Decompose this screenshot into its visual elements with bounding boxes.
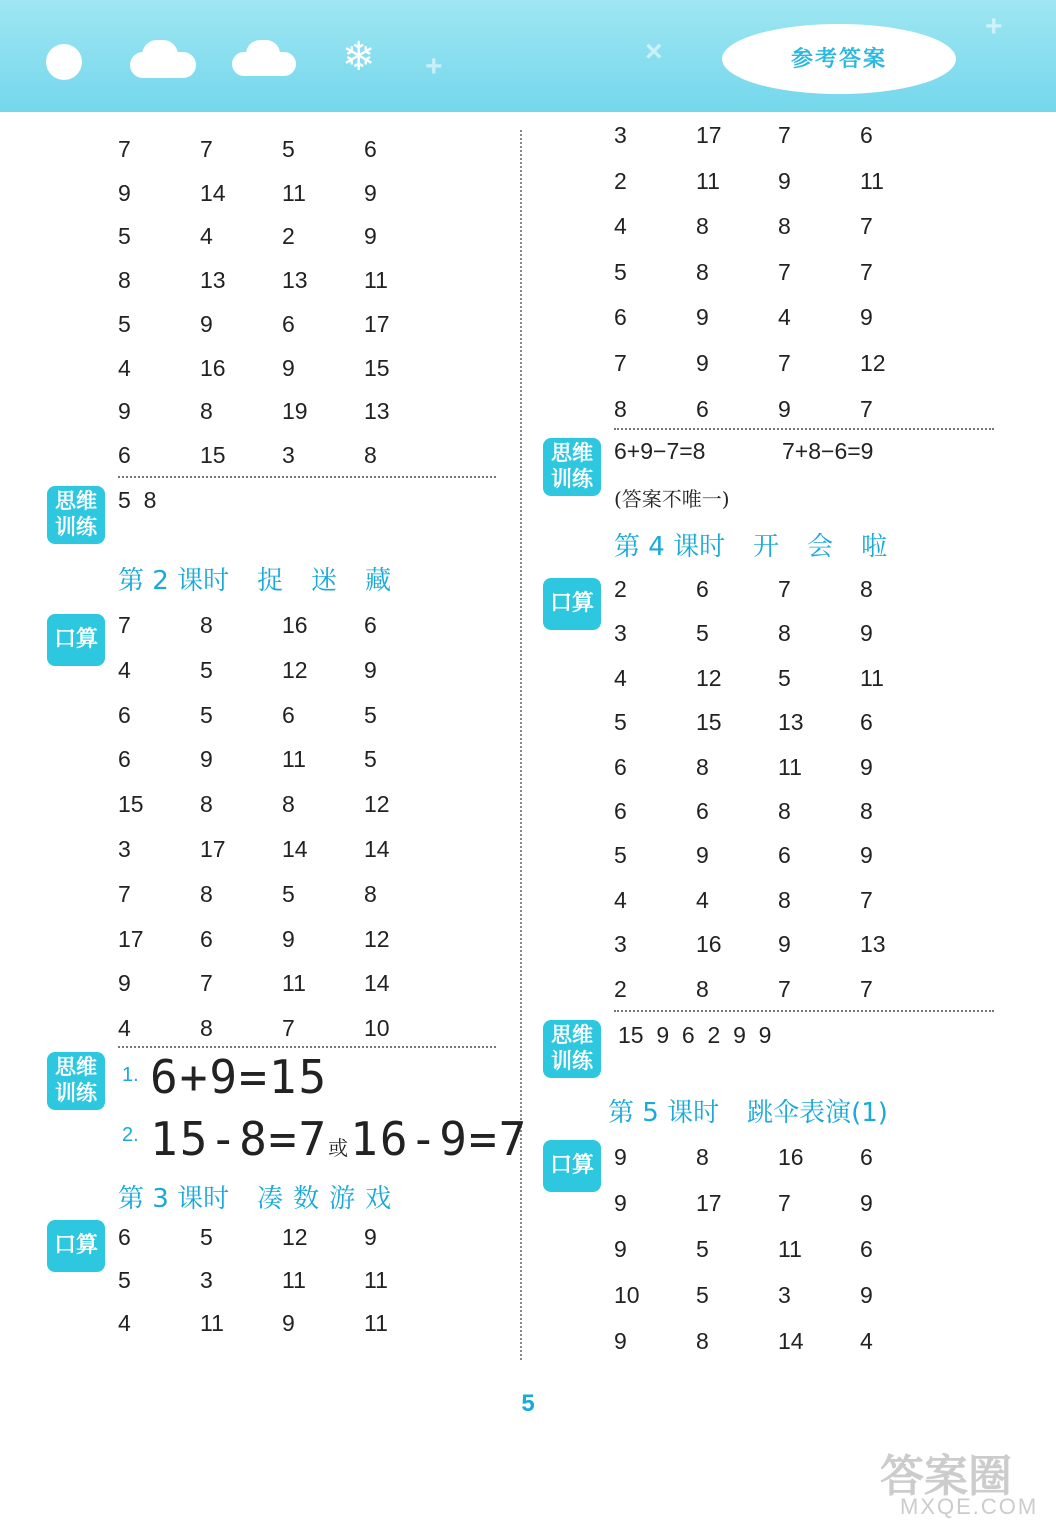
- answer-cell: 8: [282, 791, 295, 818]
- answer-cell: 4: [200, 223, 213, 250]
- answer-cell: 8: [860, 798, 873, 824]
- answer-cell: 7: [860, 975, 873, 1002]
- answer-cell: 7: [200, 970, 213, 997]
- answer-cell: 7: [860, 886, 873, 913]
- answer-cell: 8: [696, 975, 709, 1002]
- answer-cell: 5: [118, 223, 131, 250]
- snowflake-icon: ❄: [342, 35, 376, 79]
- answer-cell: 8: [200, 1015, 213, 1042]
- cloud-icon: [142, 40, 178, 70]
- answer-cell: 11: [282, 1267, 306, 1293]
- answer-cell: 7: [778, 1190, 791, 1216]
- answer-cell: 6: [778, 842, 791, 869]
- answer-cell: 7: [614, 350, 627, 376]
- answer-cell: 5: [200, 701, 213, 728]
- answer-cell: 9: [282, 925, 295, 952]
- answer-cell: 8: [200, 791, 213, 818]
- column-divider: [520, 130, 522, 1360]
- answer-cell: 4: [696, 886, 709, 913]
- answer-cell: 9: [614, 1236, 627, 1262]
- matchstick-answer-2: 15-8=7或16-9=7: [150, 1112, 529, 1166]
- answer-cell: 7: [778, 122, 791, 148]
- answer-cell: 6: [282, 701, 295, 728]
- answer-cell: 9: [364, 223, 377, 250]
- answer-cell: 11: [282, 970, 306, 997]
- answer-cell: 6: [860, 1236, 873, 1262]
- answer-cell: 8: [778, 798, 791, 824]
- answer-cell: 11: [282, 746, 306, 773]
- answer-cell: 9: [200, 746, 213, 773]
- answer-cell: 7: [860, 213, 873, 240]
- answer-cell: 11: [860, 664, 884, 691]
- siwei-tag: 思维 训练: [543, 1020, 601, 1078]
- answer-cell: 9: [118, 398, 131, 425]
- answer-cell: 16: [778, 1144, 804, 1170]
- dotted-separator: [614, 428, 994, 430]
- answer-cell: 10: [364, 1015, 390, 1042]
- answer-cell: 9: [200, 310, 213, 337]
- answer-cell: 14: [778, 1328, 804, 1354]
- answer-cell: 11: [778, 1236, 802, 1262]
- siwei-equation-2: 7+8−6=9: [782, 438, 874, 464]
- answer-cell: 13: [200, 267, 226, 294]
- answer-cell: 6: [364, 136, 377, 162]
- lesson-5-title: 第 5 课时 跳伞表演(1): [608, 1098, 888, 1128]
- answer-cell: 8: [200, 612, 213, 638]
- answer-cell: 12: [282, 1224, 308, 1250]
- answer-cell: 6: [118, 1224, 131, 1250]
- answer-cell: 7: [118, 880, 131, 907]
- answer-cell: 13: [778, 709, 804, 736]
- answer-cell: 9: [860, 620, 873, 647]
- answer-cell: 6: [696, 395, 709, 422]
- siwei-tag: 思维 训练: [47, 1052, 105, 1110]
- answer-cell: 19: [282, 398, 308, 425]
- answer-cell: 8: [860, 576, 873, 602]
- plus-icon: +: [425, 50, 443, 83]
- answer-cell: 12: [860, 350, 886, 376]
- answer-cell: 12: [282, 656, 308, 683]
- answer-cell: 15: [364, 354, 390, 381]
- matchstick-answer-1: 6+9=15: [150, 1050, 329, 1104]
- answer-cell: 9: [860, 1282, 873, 1308]
- siwei-answer: 15 9 6 2 9 9: [618, 1022, 772, 1048]
- answer-cell: 11: [364, 1267, 388, 1293]
- siwei-equation-1: 6+9−7=8: [614, 438, 706, 464]
- answer-cell: 9: [696, 842, 709, 869]
- answer-cell: 8: [696, 1328, 709, 1354]
- dotted-separator: [118, 1046, 496, 1048]
- kousuan-tag: 口算: [543, 1140, 601, 1192]
- answer-cell: 6: [860, 122, 873, 148]
- answer-cell: 4: [614, 664, 627, 691]
- answer-cell: 5: [200, 1224, 213, 1250]
- answer-cell: 8: [614, 395, 627, 422]
- item-number: 1.: [122, 1064, 139, 1086]
- answer-cell: 16: [696, 931, 722, 958]
- answer-cell: 15: [200, 441, 226, 468]
- answer-cell: 3: [118, 836, 131, 862]
- lesson-4-title: 第 4 课时 开 会 啦: [614, 532, 888, 562]
- page-number: 5: [521, 1390, 535, 1417]
- answer-cell: 9: [860, 753, 873, 780]
- answer-cell: 6: [118, 746, 131, 773]
- answer-cell: 8: [364, 880, 377, 907]
- answer-cell: 6: [860, 1144, 873, 1170]
- answer-cell: 7: [118, 612, 131, 638]
- answer-cell: 3: [614, 122, 627, 148]
- watermark-url: MXQE.COM: [900, 1494, 1039, 1519]
- answer-cell: 7: [778, 975, 791, 1002]
- answer-cell: 8: [200, 398, 213, 425]
- answer-cell: 6: [118, 441, 131, 468]
- answer-cell: 8: [696, 753, 709, 780]
- answer-cell: 15: [118, 791, 144, 818]
- answer-cell: 6: [696, 798, 709, 824]
- answer-cell: 15: [696, 709, 722, 736]
- kousuan-tag: 口算: [543, 578, 601, 630]
- answer-cell: 9: [696, 350, 709, 376]
- sun-icon: [46, 44, 82, 80]
- answer-cell: 5: [118, 310, 131, 337]
- answer-cell: 8: [364, 441, 377, 468]
- answer-cell: 7: [118, 136, 131, 162]
- answer-cell: 17: [696, 1190, 722, 1216]
- answer-cell: 5: [696, 1236, 709, 1262]
- answer-cell: 14: [200, 179, 226, 206]
- answer-cell: 6: [614, 304, 627, 331]
- answer-cell: 13: [860, 931, 886, 958]
- dotted-separator: [118, 476, 496, 478]
- plus-icon: +: [985, 10, 1003, 43]
- answer-cell: 17: [200, 836, 226, 862]
- answer-cell: 9: [860, 842, 873, 869]
- answer-cell: 5: [614, 258, 627, 285]
- answer-cell: 9: [282, 1310, 295, 1336]
- answer-cell: 7: [778, 576, 791, 602]
- answer-cell: 4: [614, 886, 627, 913]
- answer-cell: 8: [696, 1144, 709, 1170]
- answer-cell: 2: [614, 576, 627, 602]
- answer-cell: 11: [282, 179, 306, 206]
- answer-cell: 7: [778, 350, 791, 376]
- answer-cell: 3: [614, 931, 627, 958]
- answer-cell: 9: [364, 656, 377, 683]
- answer-cell: 14: [282, 836, 308, 862]
- answer-cell: 3: [282, 441, 295, 468]
- answer-cell: 6: [614, 753, 627, 780]
- answer-cell: 5: [364, 701, 377, 728]
- answer-cell: 9: [860, 1190, 873, 1216]
- answer-cell: 17: [696, 122, 722, 148]
- answer-cell: 17: [364, 310, 390, 337]
- answer-cell: 2: [282, 223, 295, 250]
- answer-cell: 8: [778, 620, 791, 647]
- answer-cell: 5: [364, 746, 377, 773]
- answer-cell: 8: [696, 258, 709, 285]
- answer-cell: 11: [200, 1310, 224, 1336]
- answer-cell: 6: [696, 576, 709, 602]
- answer-cell: 7: [282, 1015, 295, 1042]
- answer-cell: 6: [614, 798, 627, 824]
- answer-cell: 14: [364, 836, 390, 862]
- answer-cell: 8: [200, 880, 213, 907]
- answer-cell: 7: [778, 258, 791, 285]
- answer-cell: 9: [282, 354, 295, 381]
- rain-cloud-icon: [246, 40, 280, 68]
- answer-cell: 12: [364, 925, 390, 952]
- answer-cell: 12: [364, 791, 390, 818]
- answer-cell: 9: [364, 1224, 377, 1250]
- answer-cell: 16: [200, 354, 226, 381]
- answer-cell: 6: [364, 612, 377, 638]
- answer-cell: 5: [282, 880, 295, 907]
- answer-cell: 3: [200, 1267, 213, 1293]
- answer-cell: 5: [696, 1282, 709, 1308]
- siwei-tag: 思维 训练: [543, 438, 601, 496]
- answer-cell: 7: [200, 136, 213, 162]
- answer-cell: 9: [778, 167, 791, 194]
- answer-cell: 9: [696, 304, 709, 331]
- answer-cell: 11: [778, 753, 802, 780]
- answer-cell: 7: [860, 395, 873, 422]
- item-number: 2.: [122, 1124, 139, 1146]
- answer-cell: 9: [614, 1328, 627, 1354]
- answer-cell: 9: [614, 1190, 627, 1216]
- answer-cell: 8: [118, 267, 131, 294]
- answer-cell: 3: [778, 1282, 791, 1308]
- answer-cell: 8: [696, 213, 709, 240]
- answer-cell: 6: [200, 925, 213, 952]
- plus-icon: ×: [645, 35, 663, 68]
- answer-cell: 4: [778, 304, 791, 331]
- answer-cell: 16: [282, 612, 308, 638]
- answer-cell: 9: [778, 395, 791, 422]
- answer-cell: 9: [118, 970, 131, 997]
- header-banner: [0, 0, 1056, 112]
- answer-cell: 4: [118, 1310, 131, 1336]
- answer-cell: 12: [696, 664, 722, 691]
- watermark-logo: 答案圈: [880, 1452, 1012, 1501]
- answer-cell: 4: [118, 656, 131, 683]
- answer-cell: 17: [118, 925, 144, 952]
- siwei-note: (答案不唯一): [614, 487, 730, 511]
- answer-cell: 9: [614, 1144, 627, 1170]
- answer-cell: 9: [364, 179, 377, 206]
- answer-cell: 4: [614, 213, 627, 240]
- answer-cell: 2: [614, 167, 627, 194]
- answer-cell: 4: [118, 1015, 131, 1042]
- lesson-2-title: 第 2 课时 捉 迷 藏: [118, 566, 392, 596]
- answer-cell: 11: [696, 167, 720, 194]
- answer-cell: 5: [614, 842, 627, 869]
- answer-cell: 4: [860, 1328, 873, 1354]
- answer-cell: 5: [778, 664, 791, 691]
- lesson-3-title: 第 3 课时 凑 数 游 戏: [118, 1184, 392, 1214]
- answer-badge: 参考答案: [722, 24, 956, 94]
- answer-cell: 7: [860, 258, 873, 285]
- answer-cell: 11: [860, 167, 884, 194]
- kousuan-tag: 口算: [47, 1220, 105, 1272]
- answer-cell: 5: [282, 136, 295, 162]
- answer-cell: 6: [118, 701, 131, 728]
- dotted-separator: [614, 1010, 994, 1012]
- siwei-tag: 思维 训练: [47, 486, 105, 544]
- answer-cell: 6: [860, 709, 873, 736]
- answer-cell: 5: [614, 709, 627, 736]
- answer-cell: 6: [282, 310, 295, 337]
- answer-cell: 13: [364, 398, 390, 425]
- answer-cell: 4: [118, 354, 131, 381]
- answer-cell: 11: [364, 1310, 388, 1336]
- answer-cell: 13: [282, 267, 308, 294]
- answer-cell: 5: [696, 620, 709, 647]
- kousuan-tag: 口算: [47, 614, 105, 666]
- answer-cell: 3: [614, 620, 627, 647]
- answer-cell: 9: [118, 179, 131, 206]
- answer-cell: 2: [614, 975, 627, 1002]
- answer-cell: 8: [778, 213, 791, 240]
- answer-cell: 11: [364, 267, 388, 294]
- answer-cell: 14: [364, 970, 390, 997]
- answer-cell: 5: [200, 656, 213, 683]
- answer-cell: 9: [778, 931, 791, 958]
- answer-cell: 9: [860, 304, 873, 331]
- answer-cell: 5: [118, 1267, 131, 1293]
- answer-cell: 10: [614, 1282, 640, 1308]
- siwei-answer: 5 8: [118, 487, 157, 513]
- answer-cell: 8: [778, 886, 791, 913]
